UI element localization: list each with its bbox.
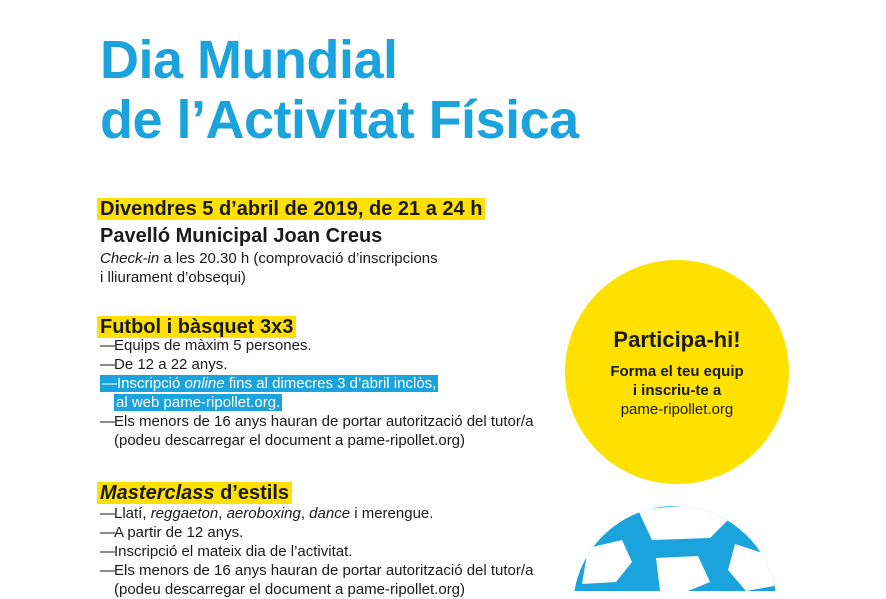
page-title xyxy=(100,30,579,150)
masterclass-list xyxy=(100,504,570,599)
list-item-text: (podeu descarregar el document a pame-ripollet.org) xyxy=(114,581,466,598)
heading-rest: d’estils xyxy=(214,482,290,504)
title-line-2: de l’Activitat Física xyxy=(100,90,579,150)
soccer-ball-icon xyxy=(560,500,790,591)
heading-emphasis: Masterclass xyxy=(100,482,215,504)
section-heading-futbol-text: Futbol i bàsquet 3x3 xyxy=(97,316,296,338)
checkin-info xyxy=(100,249,520,287)
checkin-line-1: a les 20.30 h (comprovació d’inscripcions xyxy=(159,250,438,267)
list-item-text: Inscripció xyxy=(117,375,185,392)
list-item-registration xyxy=(100,374,570,412)
participate-callout xyxy=(565,260,789,484)
list-item-text: (podeu descarregar el document a pame-ripollet.org) xyxy=(114,432,466,449)
registration-url[interactable]: al web pame-ripollet.org. xyxy=(116,394,281,411)
futbol-list xyxy=(100,336,570,450)
list-item-text: Equips de màxim 5 persones. xyxy=(114,337,312,354)
callout-line-2: i inscriu-te a xyxy=(632,381,722,399)
list-item-text: , xyxy=(300,505,310,522)
event-date xyxy=(97,196,485,222)
event-venue: Pavelló Municipal Joan Creus xyxy=(100,225,383,247)
list-item-emphasis: dance xyxy=(309,505,351,522)
list-item-text: A partir de 12 anys. xyxy=(114,524,244,541)
list-item: —Els menors de 16 anys hauran de portar autorització del tutor/a (podeu descarregar el document a pame-ripollet.org) xyxy=(100,562,534,598)
list-item-text: Els menors de 16 anys hauran de portar autorització del tutor/a xyxy=(114,562,534,579)
list-item: —Inscripció el mateix dia de l’activitat. xyxy=(100,543,353,560)
list-item-text: i merengue. xyxy=(350,505,434,522)
section-heading-masterclass-text xyxy=(97,482,292,504)
list-item-text: Inscripció el mateix dia de l’activitat. xyxy=(114,543,353,560)
list-item-emphasis: aeroboxing xyxy=(226,505,301,522)
callout-url[interactable]: pame-ripollet.org xyxy=(620,400,734,418)
registration-highlight: —Inscripció online fins al dimecres 3 d’abril inclòs, xyxy=(102,375,437,392)
list-item-emphasis: reggaeton xyxy=(150,505,219,522)
list-item-text: De 12 a 22 anys. xyxy=(114,356,228,373)
list-item: —Equips de màxim 5 persones. xyxy=(100,337,312,354)
event-date-text: Divendres 5 d’abril de 2019, de 21 a 24 h xyxy=(97,198,485,220)
list-item-text: fins al dimecres 3 d’abril inclòs, xyxy=(224,375,437,392)
checkin-label: Check-in xyxy=(100,250,160,267)
callout-line-1: Forma el teu equip xyxy=(610,362,744,380)
list-item-text: Llatí, xyxy=(114,505,151,522)
checkin-line-2: i lliurament d’obsequi) xyxy=(100,269,246,286)
list-item: —A partir de 12 anys. xyxy=(100,524,244,541)
list-item: —Els menors de 16 anys hauran de portar autorització del tutor/a (podeu descarregar el document a pame-ripollet.org) xyxy=(100,413,534,449)
list-item-text: , xyxy=(218,505,227,522)
callout-headline: Participa-hi! xyxy=(613,326,741,352)
title-line-1: Dia Mundial xyxy=(100,30,398,90)
list-item: —De 12 a 22 anys. xyxy=(100,356,228,373)
list-item-text: Els menors de 16 anys hauran de portar autorització del tutor/a xyxy=(114,413,534,430)
list-item: —Llatí, reggaeton, aeroboxing, dance i merengue. xyxy=(100,505,434,522)
list-item-emphasis: online xyxy=(184,375,225,392)
section-heading-masterclass xyxy=(97,480,292,506)
